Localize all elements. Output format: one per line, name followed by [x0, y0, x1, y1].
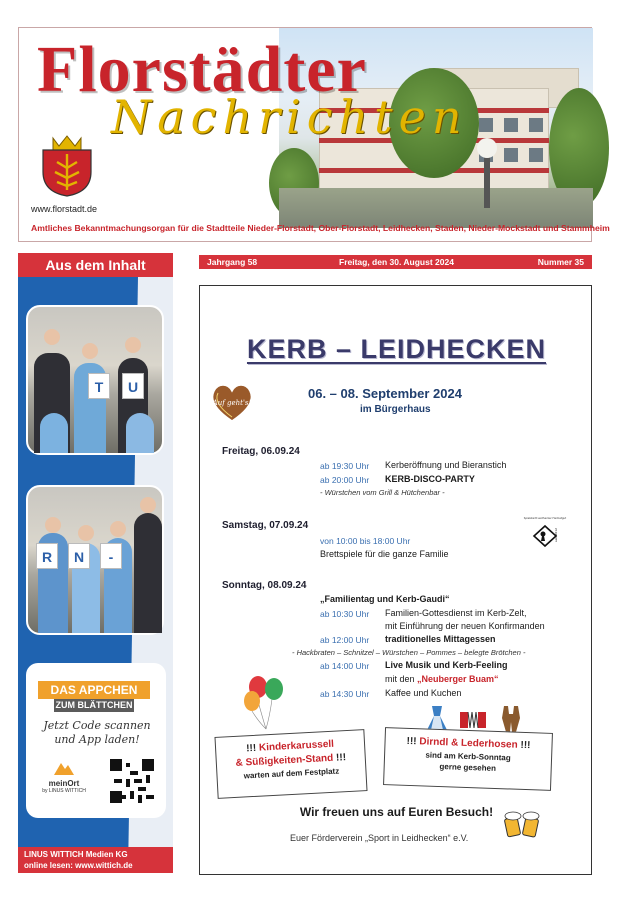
photo-gymnasts-1 [26, 305, 164, 455]
meinort-logo [38, 759, 90, 794]
app-call-to-action: Jetzt Code scannen und App laden! [43, 719, 151, 746]
coat-of-arms-icon [39, 132, 95, 198]
friday-heading: Freitag, 06.09.24 [222, 446, 300, 457]
box1-mark: !!! [245, 742, 257, 755]
closing-line: Wir freuen uns auf Euren Besuch! [299, 805, 494, 819]
sunday-event-1: Familien-Gottesdienst im Kerb-Zelt, [385, 608, 527, 618]
friday-event-1: Kerberöffnung und Bieranstich [385, 460, 507, 470]
app-banner-subtitle: ZUM BLÄTTCHEN [55, 700, 133, 710]
lederhosen-icon [496, 704, 526, 734]
friday-time-2: ab 20:00 Uhr [320, 475, 370, 485]
masthead-subtitle: Nachrichten [111, 90, 468, 144]
sunday-event-1b: mit Einführung der neuen Konfirmanden [385, 621, 545, 631]
gingerbread-heart-icon [208, 381, 256, 423]
letter-sign: T [88, 373, 110, 399]
event-place: im Bürgerhaus [360, 404, 431, 415]
box1-mark2: !!! [335, 752, 347, 764]
sunday-headline: „Familientag und Kerb-Gaudi“ [320, 594, 450, 604]
kids-carousel-box [214, 729, 367, 799]
publisher-name: LINUS WITTICH Medien KG [24, 850, 128, 859]
event-dates: 06. – 08. September 2024 [308, 386, 462, 401]
sunday-heading: Sonntag, 08.09.24 [222, 580, 307, 591]
box2-mark: !!! [406, 735, 417, 748]
meinort-brand-sub: by LINUS WITTICH [42, 788, 86, 794]
beer-mugs-icon [502, 808, 542, 842]
contents-heading: Aus dem Inhalt [18, 253, 173, 277]
sunday-time-3: ab 14:00 Uhr [320, 661, 370, 671]
issue-bar [199, 255, 592, 269]
box2-line1: Dirndl & Lederhosen [419, 736, 518, 751]
sidebar [18, 253, 173, 873]
heimatspiel-badge-icon [523, 514, 567, 554]
issue-date: Freitag, den 30. August 2024 [339, 257, 454, 267]
friday-time-1: ab 19:30 Uhr [320, 461, 370, 471]
app-banner-title: DAS APPCHEN [38, 681, 150, 699]
friday-note: - Würstchen vom Grill & Hütchenbar - [320, 488, 445, 497]
box1-line2: & Süßigkeiten-Stand [235, 752, 334, 769]
box1-line3: warten auf dem Festplatz [243, 766, 340, 781]
masthead [18, 27, 610, 242]
svg-text:seit 2012: seit 2012 [554, 527, 558, 542]
sunday-time-2: ab 12:00 Uhr [320, 635, 370, 645]
issue-number: Nummer 35 [537, 257, 584, 267]
sunday-time-1: ab 10:30 Uhr [320, 609, 370, 619]
qr-code-icon[interactable] [110, 759, 154, 803]
sunday-time-4: ab 14:30 Uhr [320, 689, 370, 699]
poster-title: KERB – LEIDHECKEN [246, 334, 547, 364]
friday-event-2: KERB-DISCO-PARTY [385, 474, 475, 484]
issue-volume: Jahrgang 58 [207, 257, 258, 267]
svg-text:Auf geht's!: Auf geht's! [212, 399, 252, 407]
box2-mark-end: !!! [520, 739, 531, 752]
box2-line2: sind am Kerb-Sonntag [425, 750, 511, 763]
signature-line: Euer Förderverein „Sport in Leidhecken“ e.V. [290, 833, 469, 843]
sunday-event-2: traditionelles Mittagessen [385, 634, 496, 644]
sunday-menu-note: - Hackbraten – Schnitzel – Würstchen – Pommes – belegte Brötchen - [292, 648, 526, 657]
letter-sign: - [100, 543, 122, 569]
meinort-brand: meinOrt [48, 779, 80, 788]
sunday-band-prefix: mit den [385, 674, 415, 684]
masthead-title: Florstädter [37, 33, 367, 106]
svg-text:Spielstadt Leidhecker Heimatgu: Spielstadt Leidhecker Heimatgut [523, 517, 567, 520]
saturday-time-1: von 10:00 bis 18:00 Uhr [320, 536, 411, 546]
saturday-event-1: Brettspiele für die ganze Familie [320, 549, 449, 559]
meinort-icon [52, 759, 76, 777]
app-promo-card[interactable] [26, 663, 166, 818]
kerb-poster [199, 285, 592, 875]
box1-line1: Kinderkarussell [258, 738, 335, 754]
letter-sign: R [36, 543, 58, 569]
online-read-link[interactable]: online lesen: www.wittich.de [24, 861, 133, 870]
website-url[interactable]: www.florstadt.de [31, 204, 98, 214]
letter-sign: N [68, 543, 90, 569]
official-organ-line: Amtliches Bekanntmachungsorgan für die Stadtteile Nieder-Florstadt, Ober-Florstadt, Leidhecken, Staden, Nieder-Mockstadt und Stammheim [31, 223, 610, 233]
sunday-event-3: Live Musik und Kerb-Feeling [385, 660, 508, 670]
letter-sign: U [122, 373, 144, 399]
sunday-band-name: „Neuberger Buam“ [417, 674, 499, 684]
dirndl-box [383, 727, 553, 791]
sidebar-footer [18, 847, 173, 873]
sunday-event-4: Kaffee und Kuchen [385, 688, 462, 698]
box2-line3: gerne gesehen [439, 762, 497, 773]
balloons-icon [240, 671, 290, 731]
photo-gymnasts-2 [26, 485, 164, 635]
sunday-event-3b [385, 674, 499, 684]
saturday-heading: Samstag, 07.09.24 [222, 520, 309, 531]
